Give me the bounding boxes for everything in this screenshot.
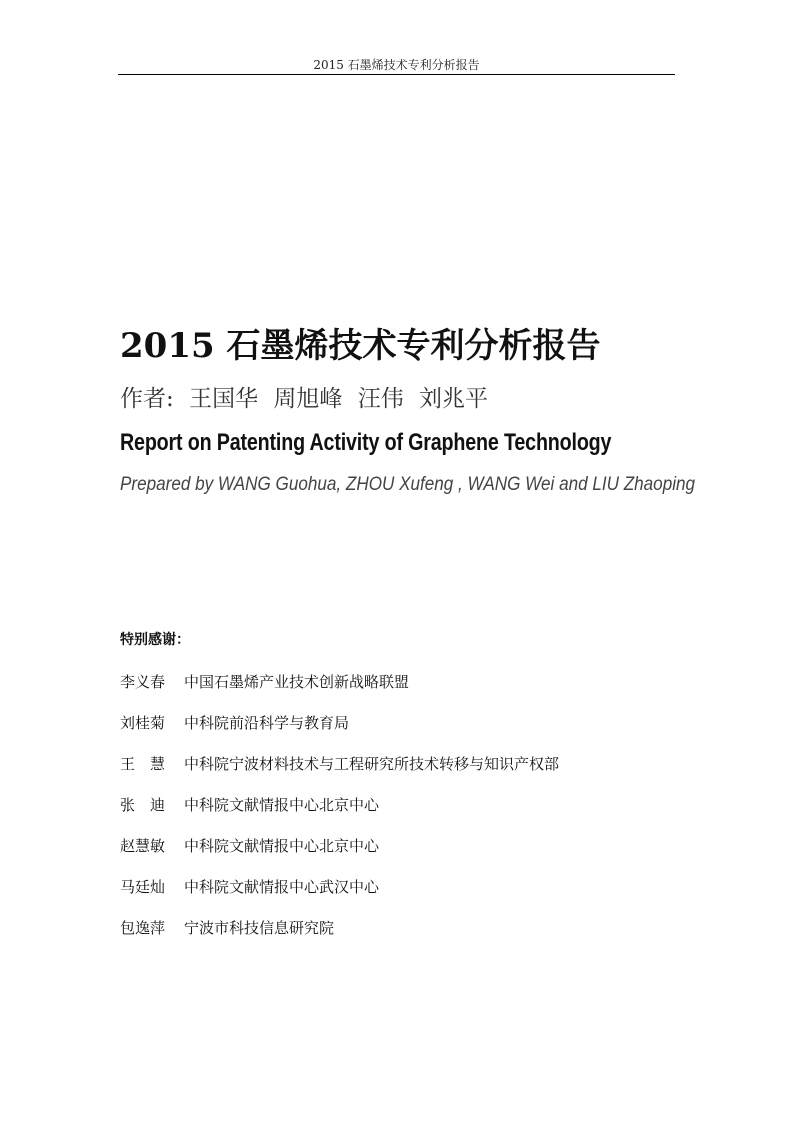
list-item bbox=[120, 713, 680, 733]
organization: 中科院文献情报中心北京中心 bbox=[184, 796, 380, 814]
organization: 中科院文献情报中心北京中心 bbox=[184, 837, 380, 855]
organization: 中科院前沿科学与教育局 bbox=[184, 714, 350, 732]
authors-label: 作者: bbox=[120, 386, 174, 412]
acknowledgements-heading: 特别感谢： bbox=[120, 632, 190, 648]
person-name: 李义春 bbox=[120, 673, 166, 691]
person-name: 马廷灿 bbox=[120, 878, 166, 896]
author-name: 汪伟 bbox=[357, 386, 404, 412]
author-name: 刘兆平 bbox=[419, 386, 488, 412]
list-item bbox=[120, 877, 680, 897]
list-item bbox=[120, 918, 680, 938]
person-name: 王 慧 bbox=[120, 755, 166, 773]
person-name: 赵慧敏 bbox=[120, 837, 166, 855]
list-item bbox=[120, 836, 680, 856]
running-header: 2015 石墨烯技术专利分析报告 bbox=[313, 58, 480, 72]
author-name: 周旭峰 bbox=[273, 386, 343, 412]
author-name: 王国华 bbox=[189, 386, 259, 412]
organization: 中科院文献情报中心武汉中心 bbox=[184, 878, 380, 896]
list-item bbox=[120, 754, 680, 774]
page-title: 2015 石墨烯技术专利分析报告 bbox=[120, 326, 601, 366]
english-title: Report on Patenting Activity of Graphene Technology bbox=[120, 429, 612, 456]
english-byline: Prepared by WANG Guohua, ZHOU Xufeng , WANG Wei and LIU Zhaoping bbox=[120, 474, 696, 495]
title-block bbox=[120, 320, 720, 498]
organization: 中国石墨烯产业技术创新战略联盟 bbox=[184, 673, 410, 691]
list-item bbox=[120, 795, 680, 815]
authors-line bbox=[120, 382, 720, 416]
person-name: 包逸萍 bbox=[120, 919, 166, 937]
header-rule bbox=[118, 74, 675, 75]
person-name: 刘桂菊 bbox=[120, 714, 166, 732]
person-name: 张 迪 bbox=[120, 796, 166, 814]
list-item bbox=[120, 672, 680, 692]
organization: 中科院宁波材料技术与工程研究所技术转移与知识产权部 bbox=[184, 755, 560, 773]
organization: 宁波市科技信息研究院 bbox=[184, 919, 335, 937]
acknowledgements bbox=[120, 630, 680, 959]
